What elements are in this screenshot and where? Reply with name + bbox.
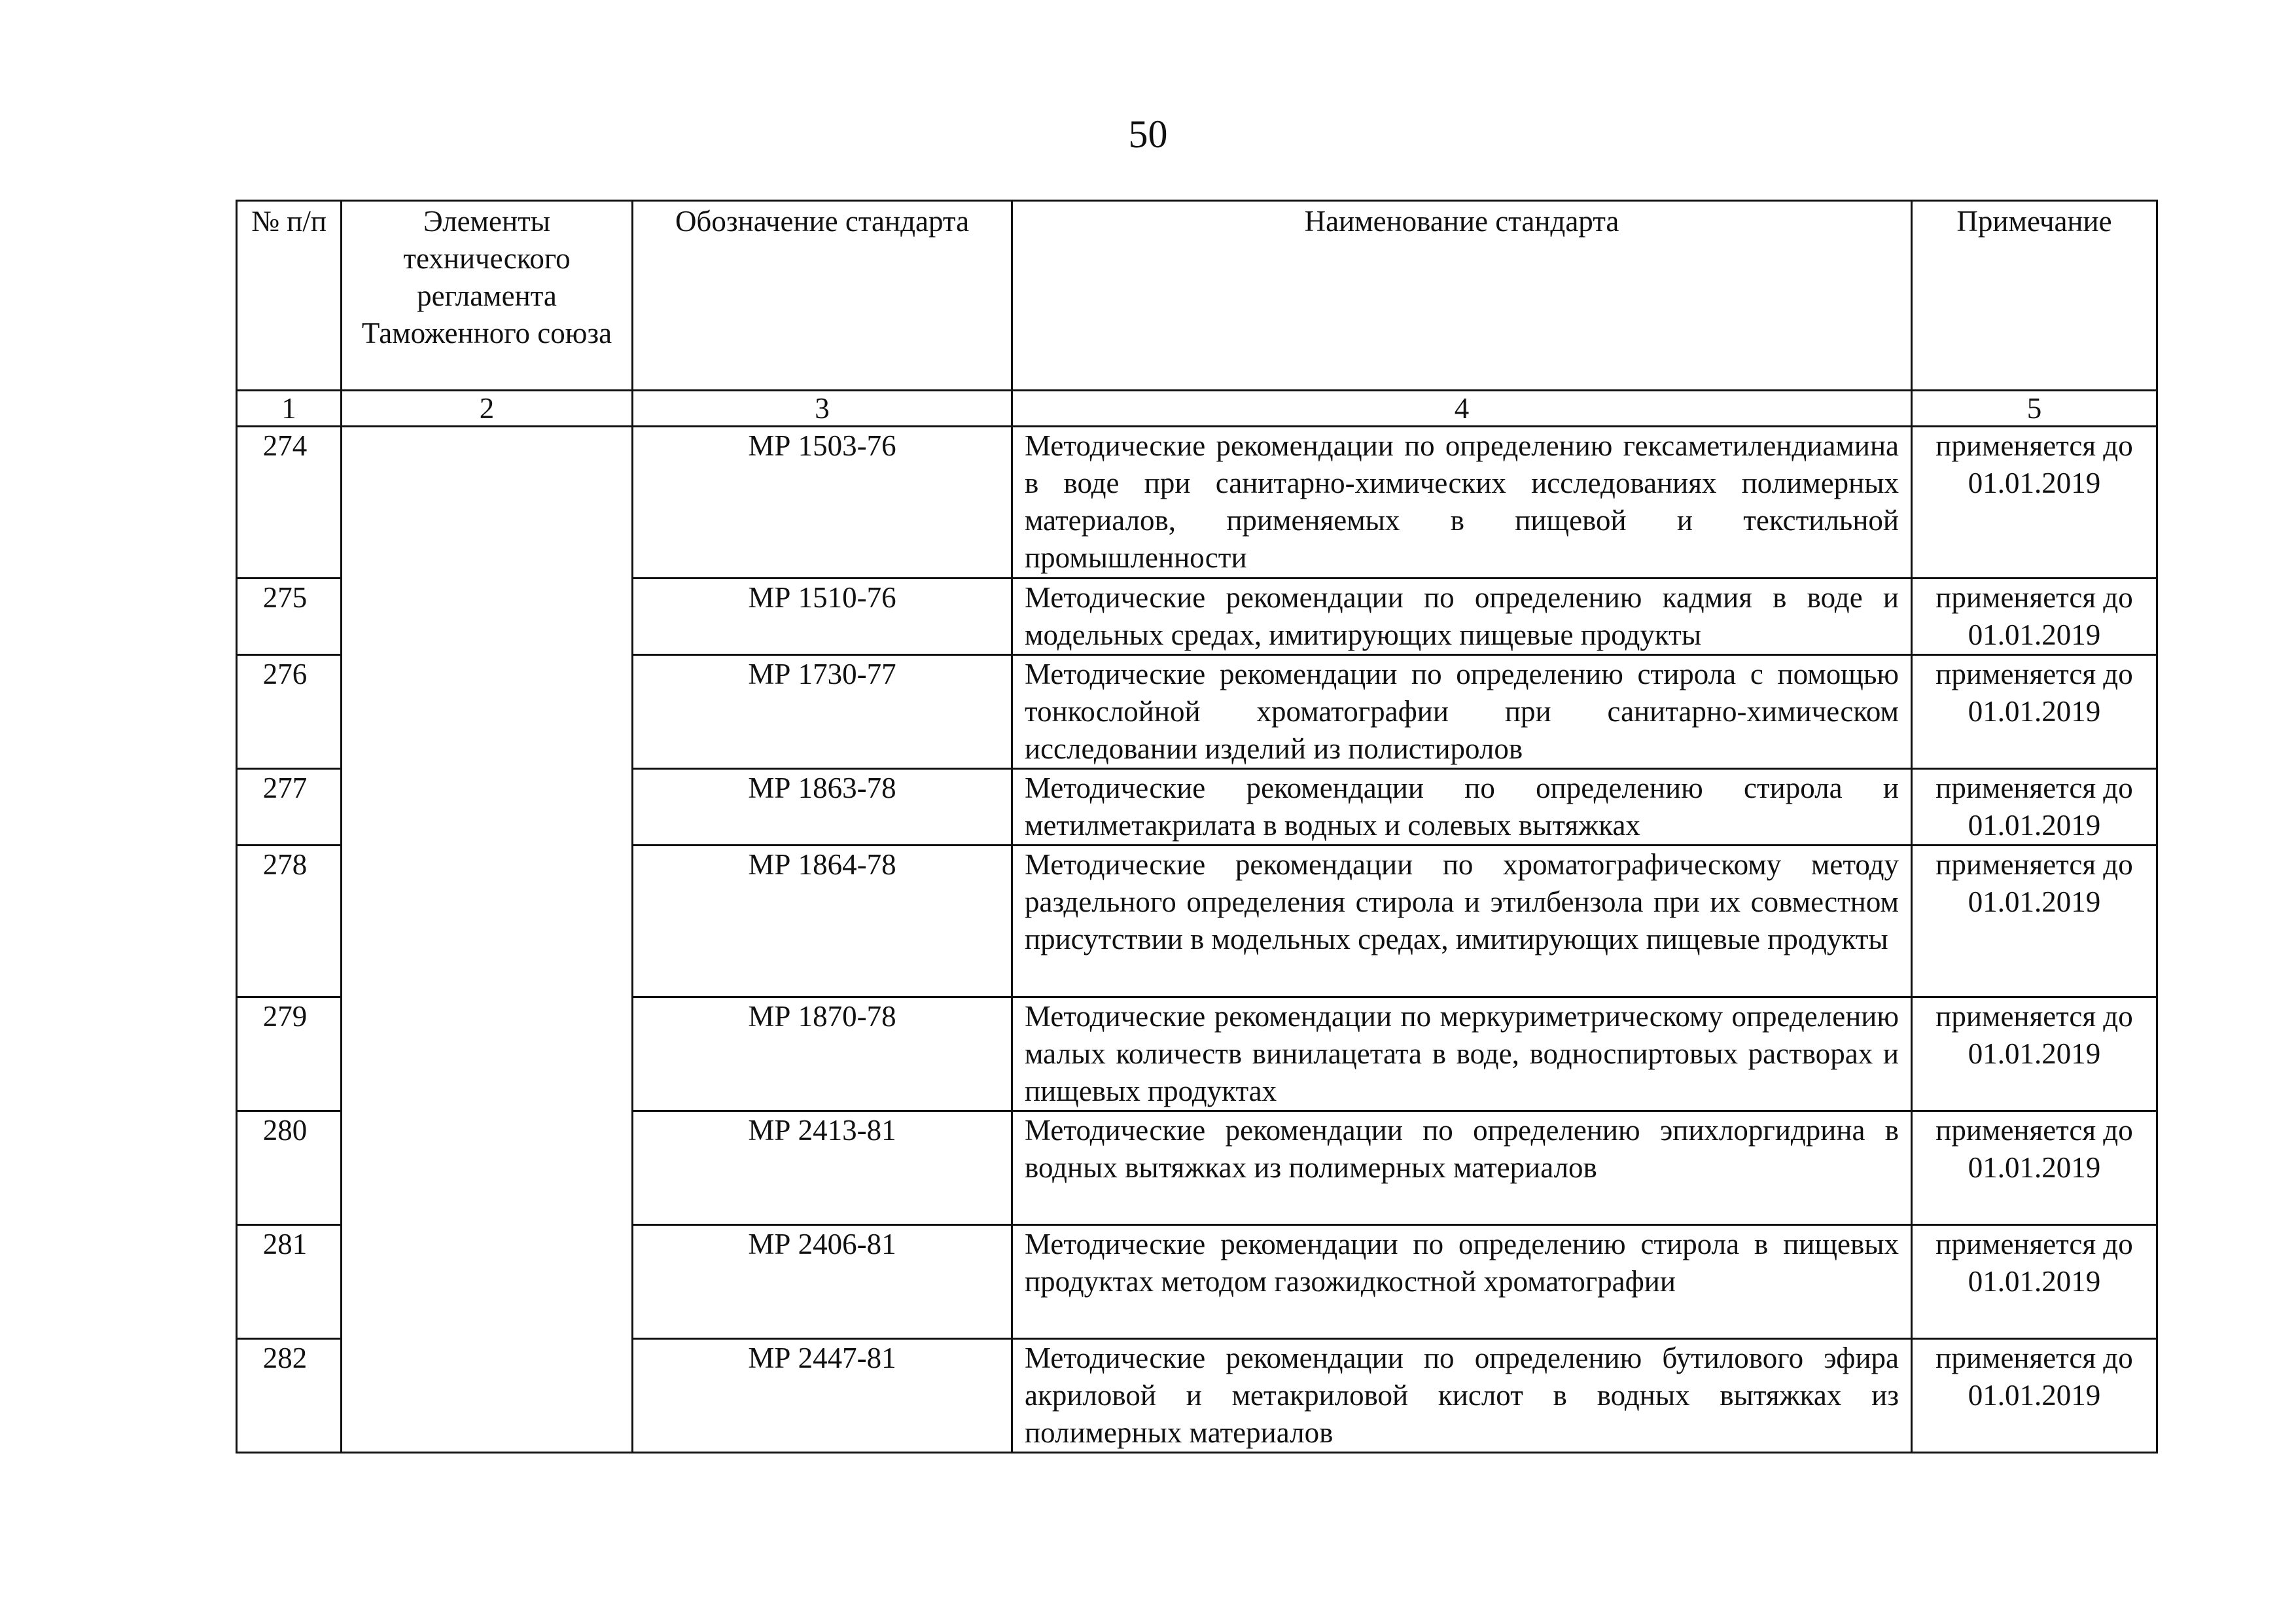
row-name: Методические рекомендации по определению стирола и метилметакрилата в водных и солевых вытяжках <box>1012 769 1912 846</box>
column-number: 2 <box>342 391 633 427</box>
row-name: Методические рекомендации по определению бутилового эфира акриловой и метакриловой кислот в водных вытяжках из полимерных материалов <box>1012 1339 1912 1453</box>
row-note: применяется до 01.01.2019 <box>1912 579 2157 655</box>
header-elements: Элементы технического регламента Таможенного союза <box>342 201 633 391</box>
header-designation: Обозначение стандарта <box>633 201 1012 391</box>
table-header-row <box>237 201 2157 391</box>
row-number: 282 <box>237 1339 342 1453</box>
row-note: применяется до 01.01.2019 <box>1912 655 2157 769</box>
column-number: 5 <box>1912 391 2157 427</box>
column-number: 1 <box>237 391 342 427</box>
table-row <box>237 427 2157 579</box>
row-note: применяется до 01.01.2019 <box>1912 769 2157 846</box>
row-name: Методические рекомендации по меркуриметрическому определению малых количеств винилацетата в воде, водноспиртовых растворах и пищевых продуктах <box>1012 997 1912 1111</box>
row-designation: МР 1730-77 <box>633 655 1012 769</box>
header-number: № п/п <box>237 201 342 391</box>
row-elements-cell <box>342 427 633 1453</box>
page-number: 50 <box>1128 113 1168 156</box>
row-name: Методические рекомендации по определению эпихлоргидрина в водных вытяжках из полимерных материалов <box>1012 1111 1912 1225</box>
standards-table <box>236 200 2158 1454</box>
row-number: 277 <box>237 769 342 846</box>
row-number: 278 <box>237 846 342 997</box>
row-name: Методические рекомендации по определению стирола в пищевых продуктах методом газожидкостной хроматографии <box>1012 1225 1912 1339</box>
row-name: Методические рекомендации по определению гексаметилендиамина в воде при санитарно-химических исследованиях полимерных материалов, применяемых в пищевой и текстильной промышленности <box>1012 427 1912 579</box>
row-designation: МР 2406-81 <box>633 1225 1012 1339</box>
row-designation: МР 1503-76 <box>633 427 1012 579</box>
header-note: Примечание <box>1912 201 2157 391</box>
header-name: Наименование стандарта <box>1012 201 1912 391</box>
row-note: применяется до 01.01.2019 <box>1912 846 2157 997</box>
row-designation: МР 1863-78 <box>633 769 1012 846</box>
row-note: применяется до 01.01.2019 <box>1912 1111 2157 1225</box>
row-number: 275 <box>237 579 342 655</box>
row-note: применяется до 01.01.2019 <box>1912 997 2157 1111</box>
row-number: 280 <box>237 1111 342 1225</box>
row-note: применяется до 01.01.2019 <box>1912 427 2157 579</box>
row-note: применяется до 01.01.2019 <box>1912 1339 2157 1453</box>
row-name: Методические рекомендации по определению стирола с помощью тонкослойной хроматографии при санитарно-химическом исследовании изделий из полистиролов <box>1012 655 1912 769</box>
row-number: 281 <box>237 1225 342 1339</box>
row-designation: МР 1870-78 <box>633 997 1012 1111</box>
column-number: 3 <box>633 391 1012 427</box>
row-designation: МР 1510-76 <box>633 579 1012 655</box>
row-number: 276 <box>237 655 342 769</box>
row-name: Методические рекомендации по хроматографическому методу раздельного определения стирола и этилбензола при их совместном присутствии в модельных средах, имитирующих пищевые продукты <box>1012 846 1912 997</box>
row-designation: МР 1864-78 <box>633 846 1012 997</box>
row-designation: МР 2413-81 <box>633 1111 1012 1225</box>
row-note: применяется до 01.01.2019 <box>1912 1225 2157 1339</box>
column-number: 4 <box>1012 391 1912 427</box>
column-number-row <box>237 391 2157 427</box>
row-number: 274 <box>237 427 342 579</box>
row-designation: МР 2447-81 <box>633 1339 1012 1453</box>
row-number: 279 <box>237 997 342 1111</box>
row-name: Методические рекомендации по определению кадмия в воде и модельных средах, имитирующих пищевые продукты <box>1012 579 1912 655</box>
